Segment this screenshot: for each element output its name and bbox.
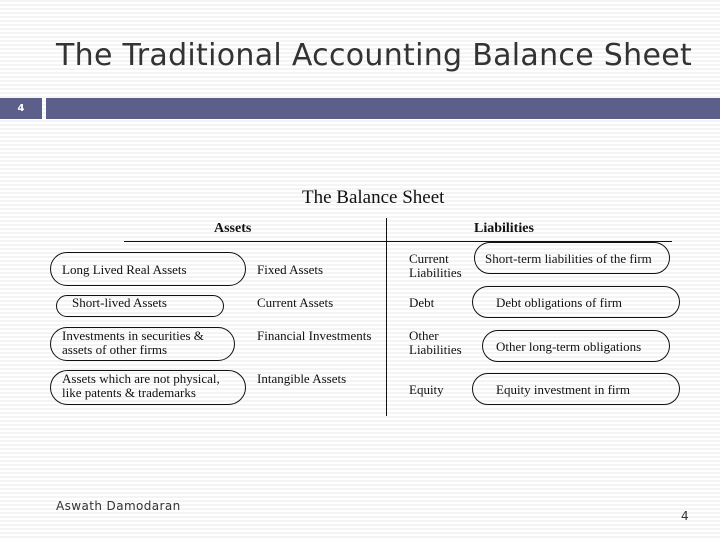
liabilities-header: Liabilities — [474, 221, 534, 236]
liability-description: Debt obligations of firm — [496, 295, 623, 310]
liability-category: Liabilities — [409, 265, 462, 280]
asset-description: Investments in securities & — [62, 328, 204, 343]
assets-header: Assets — [214, 221, 252, 236]
liability-category: Liabilities — [409, 342, 462, 357]
liability-category: Equity — [409, 382, 444, 397]
page-number: 4 — [681, 509, 689, 523]
slide-title: The Traditional Accounting Balance Sheet — [56, 38, 693, 73]
footer-author: Aswath Damodaran — [56, 499, 181, 513]
liability-category: Debt — [409, 295, 435, 310]
asset-description: Long Lived Real Assets — [62, 262, 187, 277]
liability-category: Other — [409, 328, 439, 343]
asset-category: Intangible Assets — [257, 371, 347, 386]
asset-category: Fixed Assets — [257, 262, 324, 277]
asset-description: Assets which are not physical, — [62, 371, 220, 386]
t-account-vertical-line — [386, 218, 387, 416]
liability-description: Other long-term obligations — [496, 339, 642, 354]
liability-category: Current — [409, 251, 449, 266]
asset-description: like patents & trademarks — [62, 385, 196, 400]
balance-sheet-heading: The Balance Sheet — [302, 187, 445, 208]
asset-description: assets of other firms — [62, 342, 168, 357]
liability-description: Equity investment in firm — [496, 382, 630, 397]
asset-category: Financial Investments — [257, 328, 372, 343]
asset-description: Short-lived Assets — [72, 295, 167, 310]
asset-category: Current Assets — [257, 295, 334, 310]
slide-number-badge: 4 — [0, 98, 42, 119]
liability-description: Short-term liabilities of the firm — [485, 251, 652, 266]
